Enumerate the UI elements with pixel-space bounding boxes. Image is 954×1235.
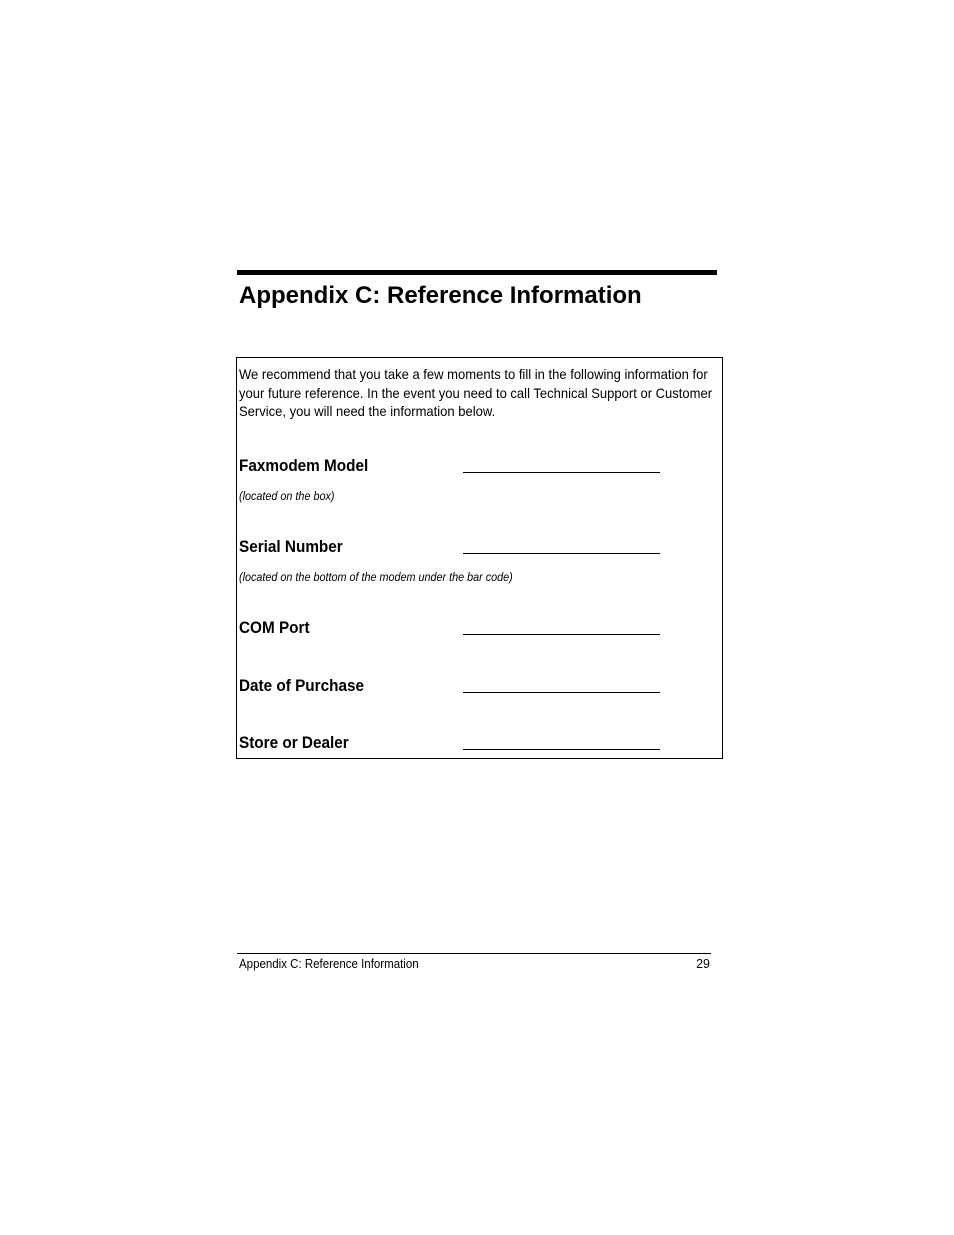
field-label: Store or Dealer bbox=[239, 733, 349, 752]
footer-rule bbox=[237, 953, 711, 954]
field-hint: (located on the bottom of the modem under the bar code) bbox=[239, 570, 513, 584]
intro-paragraph: We recommend that you take a few moments to fill in the following information for your future reference. In the event you need to call Technical Support or Customer Service, you will need the information below. bbox=[239, 366, 713, 419]
fill-in-line[interactable] bbox=[463, 749, 660, 750]
fill-in-line[interactable] bbox=[463, 692, 660, 693]
reference-info-box bbox=[236, 357, 723, 759]
field-label: COM Port bbox=[239, 618, 310, 637]
footer-title: Appendix C: Reference Information bbox=[239, 957, 419, 971]
page-title: Appendix C: Reference Information bbox=[239, 282, 642, 309]
field-label: Date of Purchase bbox=[239, 676, 365, 695]
fill-in-line[interactable] bbox=[463, 634, 660, 635]
title-rule bbox=[237, 270, 717, 275]
page-number: 29 bbox=[696, 957, 710, 971]
field-label: Faxmodem Model bbox=[239, 456, 369, 475]
field-hint: (located on the box) bbox=[239, 489, 335, 503]
fill-in-line[interactable] bbox=[463, 472, 660, 473]
field-label: Serial Number bbox=[239, 537, 343, 556]
fill-in-line[interactable] bbox=[463, 553, 660, 554]
